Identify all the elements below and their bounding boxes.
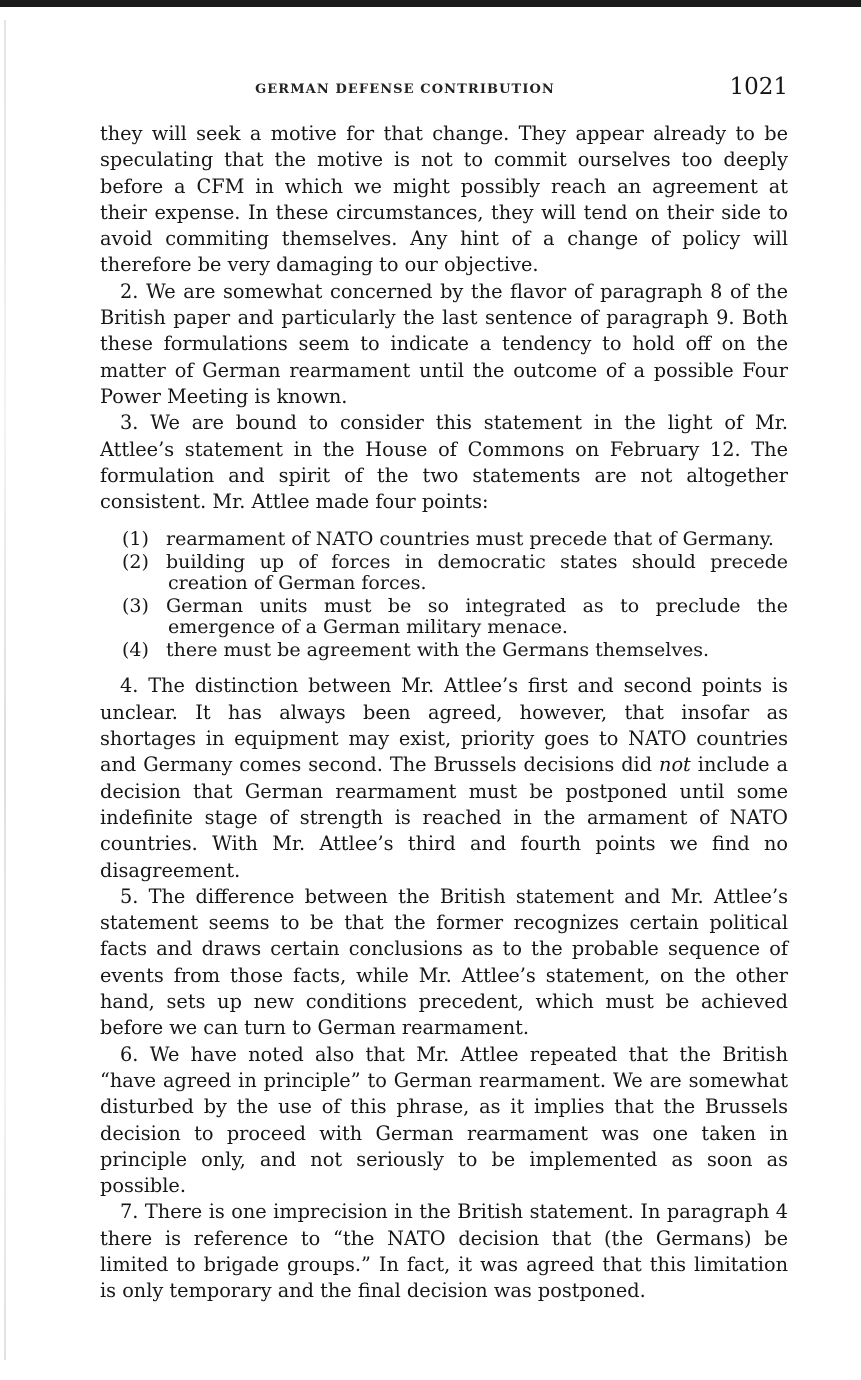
list-item-number: (3) xyxy=(122,594,149,617)
running-head: GERMAN DEFENSE CONTRIBUTION xyxy=(255,82,555,97)
paragraph-4-start: 4. The distinction between Mr. Attlee’s first and second points is unclear. It has always been agreed, however, that insofar as shortages in equipment may exist, priority goes to NATO countries and Germany comes second. The Brussels decisions did xyxy=(100,674,788,777)
list-item xyxy=(100,529,788,551)
page-top-border xyxy=(0,0,861,7)
page-body xyxy=(100,121,788,1305)
list-item-text: there must be agreement with the Germans themselves. xyxy=(166,638,710,661)
paragraph-4-emphasis: not xyxy=(659,753,691,777)
list-item xyxy=(100,596,788,639)
list-item-text: German units must be so integrated as to preclude the emergence of a German military menace. xyxy=(166,594,788,639)
list-item-text: building up of forces in democratic states should precede creation of German forces. xyxy=(166,550,788,595)
paragraph-5: 5. The difference between the British statement and Mr. Attlee’s statement seems to be that the former recognizes certain political facts and draws certain conclusions as to the probable sequence of events from those facts, while Mr. Attlee’s statement, on the other hand, sets up new conditions precedent, which must be achieved before we can turn to German rearmament. xyxy=(100,884,788,1040)
attlee-points-list xyxy=(100,529,788,661)
paragraph-4-end: include a decision that German rearmament must be postponed until some indefinite stage of strength is reached in the armament of NATO countries. With Mr. Attlee’s third and fourth points we find no disagreement. xyxy=(100,753,788,882)
paragraph-4 xyxy=(100,673,788,883)
paragraph-7: 7. There is one imprecision in the British statement. In paragraph 4 there is reference to “the NATO decision that (the Germans) be limited to brigade groups.” In fact, it was agreed that this limitation is only temporary and the final decision was postponed. xyxy=(100,1200,788,1303)
paragraph-6: 6. We have noted also that Mr. Attlee repeated that the British “have agreed in principle” to German rearmament. We are somewhat disturbed by the use of this phrase, as it implies that the Brussels decision to proceed with German rearmament was one taken in principle only, and not seriously to be implemented as soon as possible. xyxy=(100,1042,788,1198)
paragraph-2: 2. We are somewhat concerned by the flavor of paragraph 8 of the British paper and particularly the last sentence of paragraph 9. Both these formulations seem to indicate a tendency to hold off on the matter of German rearmament until the outcome of a possible Four Power Meeting is known. xyxy=(100,279,788,408)
paragraph-continuation: they will seek a motive for that change. They appear already to be speculating that the motive is not to commit ourselves too deeply before a CFM in which we might possibly reach an agreement at their expense. In these circumstances, they will tend on their side to avoid commiting themselves. Any hint of a change of policy will therefore be very damaging to our objective. xyxy=(100,122,788,277)
list-item-text: rearmament of NATO countries must precede that of Germany. xyxy=(166,528,774,551)
paragraph-3: 3. We are bound to consider this statement in the light of Mr. Attlee’s statement in the House of Commons on February 12. The formulation and spirit of the two statements are not altogether consistent. Mr. Attlee made four points: xyxy=(100,411,788,514)
list-item-number: (4) xyxy=(122,638,149,661)
page-number: 1021 xyxy=(729,74,788,100)
list-item-number: (2) xyxy=(122,550,149,573)
page-binding-edge xyxy=(4,20,6,1360)
list-item-number: (1) xyxy=(122,528,149,551)
page-header xyxy=(100,74,788,108)
list-item xyxy=(100,552,788,595)
list-item xyxy=(100,640,788,662)
